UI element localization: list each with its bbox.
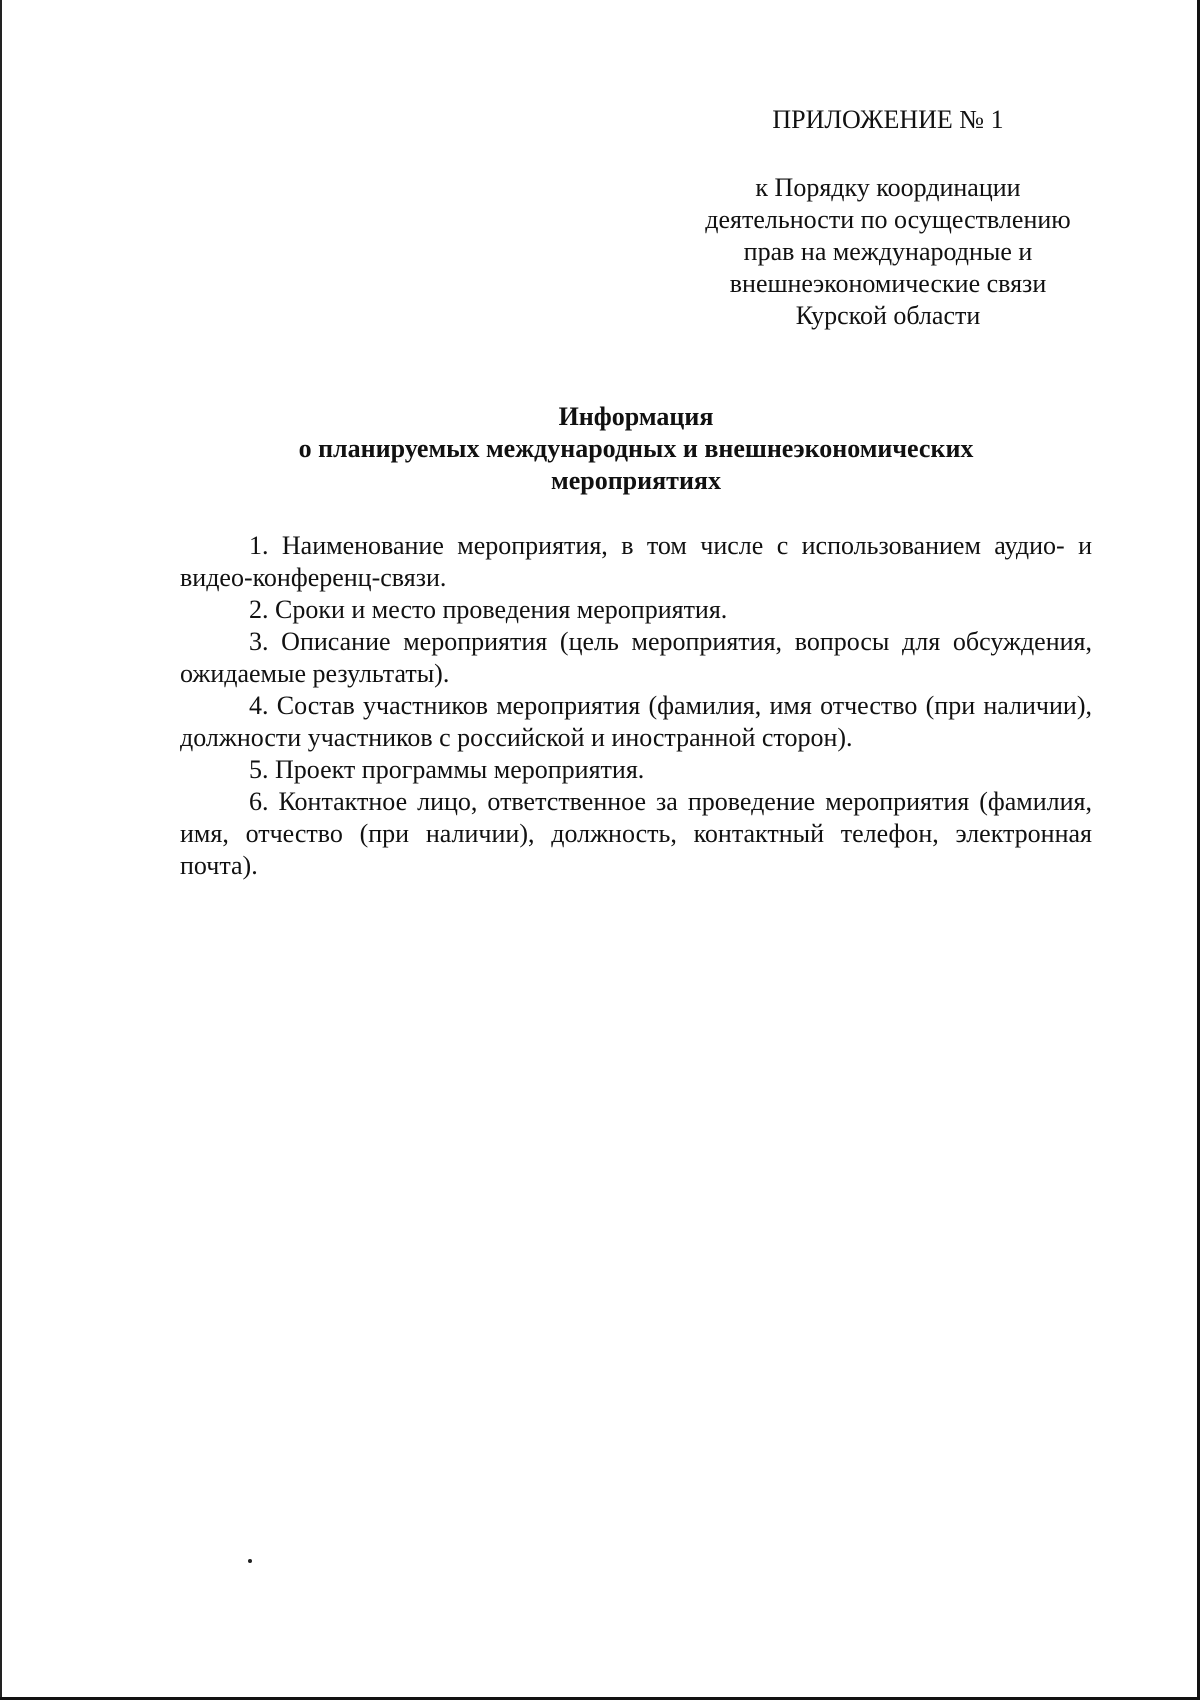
list-item: 4. Состав участников мероприятия (фамилия, имя отчество (при наличии), должности участников с российской и иностранной сторон). bbox=[180, 691, 1092, 752]
page-border-left bbox=[0, 0, 2, 1700]
list-item: 1. Наименование мероприятия, в том числе с использованием аудио- и видео-конференц-связи. bbox=[180, 531, 1092, 592]
list-item: 5. Проект программы мероприятия. bbox=[249, 755, 645, 784]
document-title-line: Информация bbox=[558, 402, 714, 431]
appendix-caption-line: внешнеэкономические связи bbox=[729, 269, 1047, 298]
document-title bbox=[180, 401, 1092, 497]
appendix-number: ПРИЛОЖЕНИЕ № 1 bbox=[772, 105, 1004, 134]
document-title-line: мероприятиях bbox=[550, 466, 721, 495]
appendix-caption-line: деятельности по осуществлению bbox=[705, 205, 1071, 234]
appendix-caption bbox=[672, 172, 1104, 332]
appendix-block bbox=[672, 104, 1104, 332]
appendix-caption-line: прав на международные и bbox=[743, 237, 1033, 266]
appendix-caption-line: к Порядку координации bbox=[755, 173, 1021, 202]
list-item: 2. Сроки и место проведения мероприятия. bbox=[249, 595, 728, 624]
document-body bbox=[180, 530, 1092, 882]
appendix-caption-line: Курской области bbox=[795, 301, 981, 330]
scan-speck bbox=[248, 1559, 252, 1563]
list-item: 6. Контактное лицо, ответственное за проведение мероприятия (фамилия, имя, отчество (при наличии), должность, контактный телефон, электронная почта). bbox=[180, 787, 1092, 880]
list-item: 3. Описание мероприятия (цель мероприятия, вопросы для обсуждения, ожидаемые результаты). bbox=[180, 627, 1092, 688]
document-title-line: о планируемых международных и внешнеэкономических bbox=[298, 434, 974, 463]
